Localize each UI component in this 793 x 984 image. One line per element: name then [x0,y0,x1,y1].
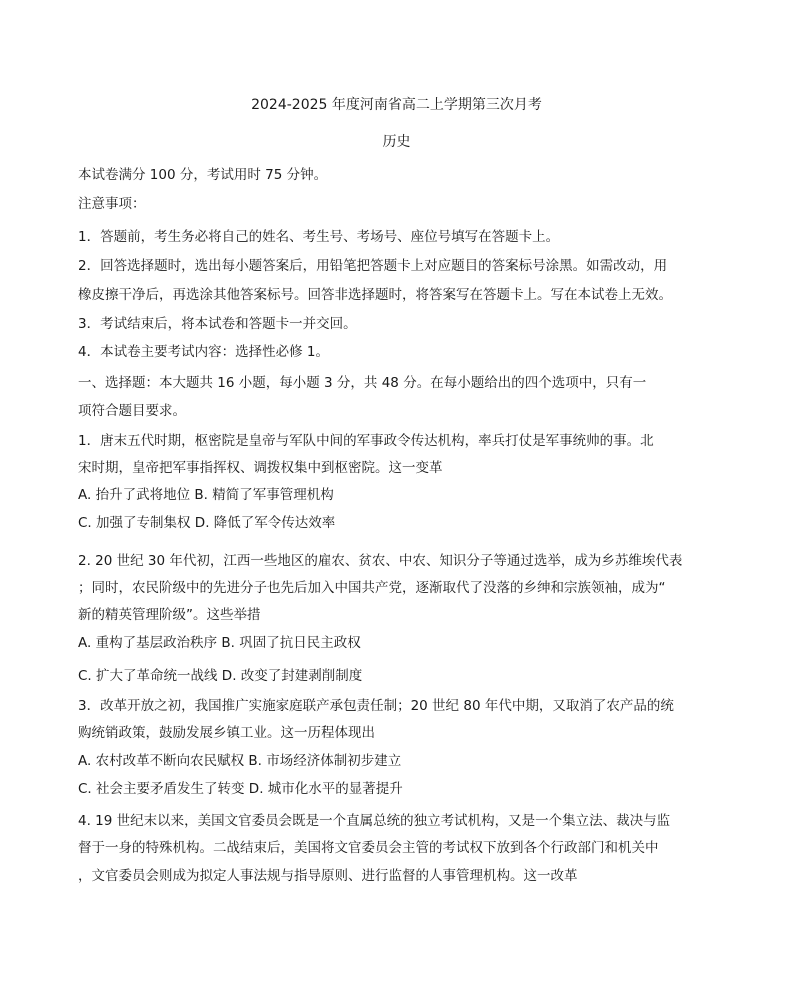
section-heading-cont: 项符合题目要求。 [78,403,186,419]
notice-item: 橡皮擦干净后，再选涂其他答案标号。回答非选择题时，将答案写在答题卡上。写在本试卷上无效。 [78,287,672,303]
question-1-stem: 宋时期，皇帝把军事指挥权、调拨权集中到枢密院。这一变革 [78,460,443,476]
question-2-stem: ；同时，农民阶级中的先进分子也先后加入中国共产党，逐渐取代了没落的乡绅和宗族领袖，成为“ [78,580,666,596]
notice-item: 1．答题前，考生务必将自己的姓名、考生号、考场号、座位号填写在答题卡上。 [78,229,560,245]
question-2-options: A. 重构了基层政治秩序 B. 巩固了抗日民主政权 [78,635,361,651]
question-1-stem: 1．唐末五代时期，枢密院是皇帝与军队中间的军事政令传达机构，率兵打仗是军事统帅的事。北 [78,433,654,449]
question-2-stem: 新的精英管理阶级”。这些举措 [78,607,261,623]
question-2-stem: 2. 20 世纪 30 年代初，江西一些地区的雇农、贫农、中农、知识分子等通过选举，成为乡苏维埃代表 [78,553,683,569]
notice-heading: 注意事项： [78,196,146,212]
question-1-options: C. 加强了专制集权 D. 降低了军令传达效率 [78,515,336,531]
question-3-options: A. 农村改革不断向农民赋权 B. 市场经济体制初步建立 [78,753,402,769]
notice-item: 3．考试结束后，将本试卷和答题卡一并交回。 [78,316,357,332]
notice-item: 2．回答选择题时，选出每小题答案后，用铅笔把答题卡上对应题目的答案标号涂黑。如需改动，用 [78,258,668,274]
question-4-stem: ，文官委员会则成为拟定人事法规与指导原则、进行监督的人事管理机构。这一改革 [78,868,578,884]
question-3-stem: 3．改革开放之初，我国推广实施家庭联产承包责任制；20 世纪 80 年代中期，又取消了农产品的统 [78,698,674,714]
question-2-options: C. 扩大了革命统一战线 D. 改变了封建剥削制度 [78,668,363,684]
question-4-stem: 4. 19 世纪末以来，美国文官委员会既是一个直属总统的独立考试机构，又是一个集立法、裁决与监 [78,813,671,829]
question-4-stem: 督于一身的特殊机构。二战结束后，美国将文官委员会主管的考试权下放到各个行政部门和机关中 [78,840,659,856]
subject-title: 历史 [382,134,411,150]
question-1-options: A. 抬升了武将地位 B. 精简了军事管理机构 [78,487,334,503]
exam-title: 2024-2025 年度河南省高二上学期第三次月考 [251,97,542,113]
question-3-options: C. 社会主要矛盾发生了转变 D. 城市化水平的显著提升 [78,781,403,797]
notice-item: 4．本试卷主要考试内容：选择性必修 1。 [78,344,329,360]
question-3-stem: 购统销政策，鼓励发展乡镇工业。这一历程体现出 [78,725,375,741]
score-time-text: 本试卷满分 100 分，考试用时 75 分钟。 [78,167,328,183]
section-heading: 一、选择题：本大题共 16 小题，每小题 3 分，共 48 分。在每小题给出的四个选项中，只有一 [78,375,647,391]
